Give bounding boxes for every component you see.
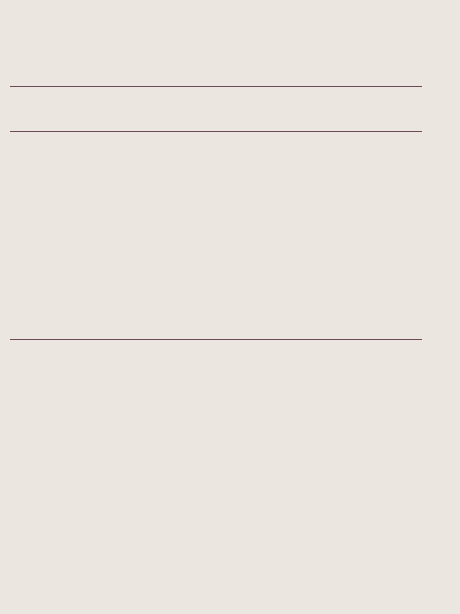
table-bottom-rule <box>10 339 422 340</box>
header-bottom-rule <box>10 131 422 132</box>
footnotes <box>300 355 425 364</box>
table-top-rule <box>10 86 422 87</box>
